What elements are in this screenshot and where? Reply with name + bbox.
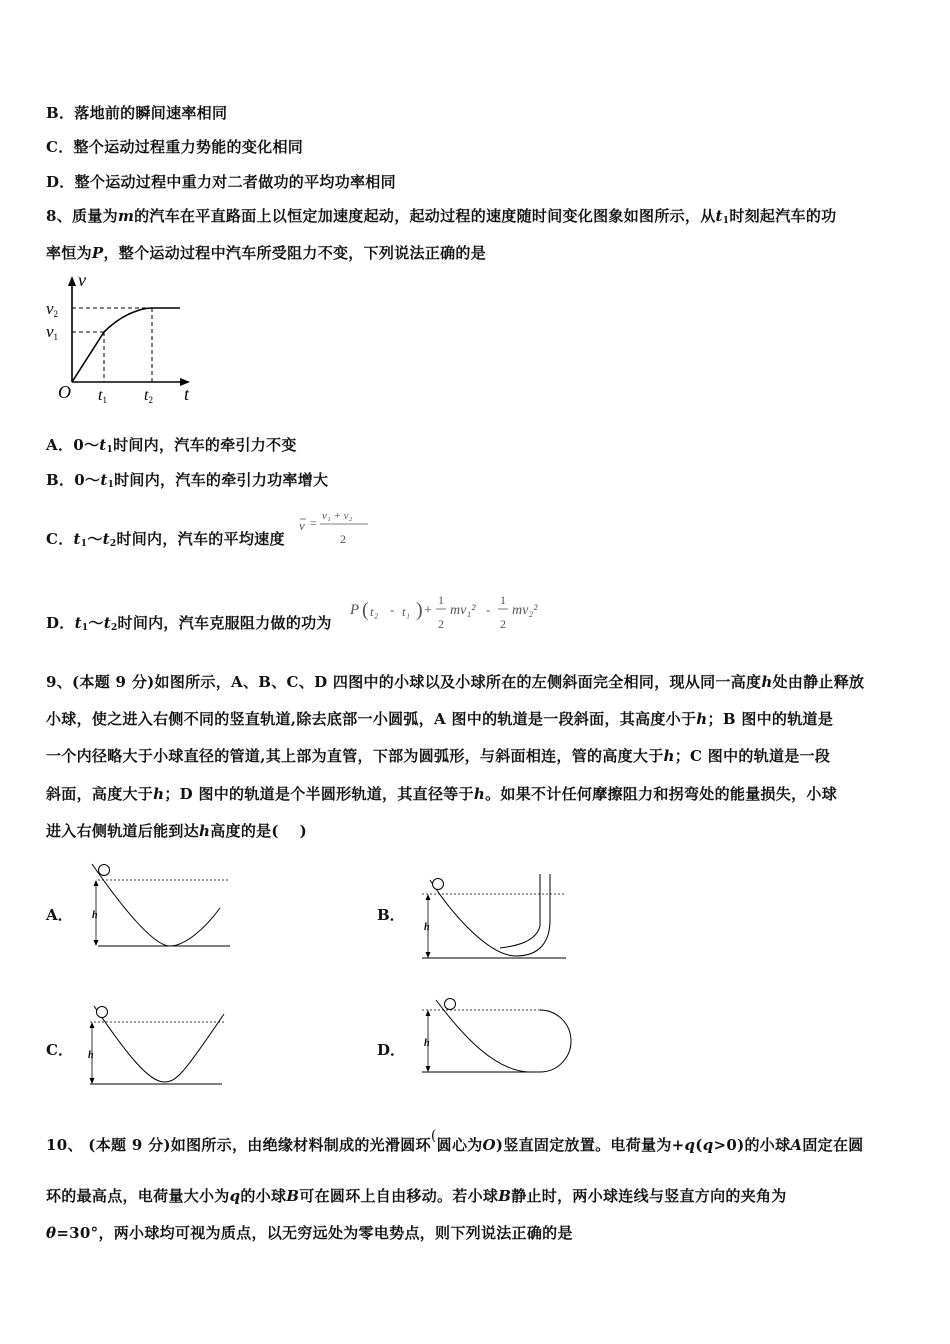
t2-label: t2 (144, 387, 153, 405)
ball-icon (99, 865, 110, 876)
svg-text:(: ( (362, 599, 369, 621)
q10-stem-line3: θ=30°，两小球均可视为质点，以无穷远处为零电势点，则下列说法正确的是 (46, 1224, 573, 1242)
velocity-time-graph (44, 270, 204, 408)
svg-text:mv₂²: mv₂² (512, 603, 538, 618)
q8-stem-line2: 率恒为P，整个运动过程中汽车所受阻力不变，下列说法正确的是 (46, 244, 487, 262)
svg-text:h: h (92, 910, 98, 921)
q9-label-a: A． (46, 906, 73, 924)
q9-stem-line1: 9、(本题 9 分)如图所示，A、B、C、D 四图中的小球以及小球所在的左侧斜面完全相同，现从同一高度h处由静止释放 (46, 673, 865, 691)
q7-option-c: C．整个运动过程重力势能的变化相同 (46, 138, 304, 156)
q7-option-b: B．落地前的瞬间速率相同 (46, 104, 228, 122)
svg-text:2: 2 (340, 532, 346, 546)
q9-figure-a (84, 860, 234, 952)
q9-stem-line2: 小球，使之进入右侧不同的竖直轨道,除去底部一小圆弧，A 图中的轨道是一段斜面，其高度小于h；B 图中的轨道是 (46, 710, 834, 728)
svg-text:t₁: t₁ (402, 604, 411, 619)
v1-label: v1 (46, 322, 59, 342)
svg-text:): ) (416, 599, 423, 621)
svg-text:2: 2 (500, 617, 506, 631)
q9-stem-line4: 斜面，高度大于h；D 图中的轨道是个半圆形轨道，其直径等于h。如果不计任何摩擦阻力和拐弯处的能量损失，小球 (46, 785, 837, 803)
q8-stem-line1: 8、质量为m的汽车在平直路面上以恒定加速度起动，起动过程的速度随时间变化图象如图所示，从$t_1$时刻起汽车的功 (46, 207, 837, 226)
svg-text:P: P (350, 602, 360, 618)
q9-figure-b (416, 870, 571, 962)
svg-text:t₂: t₂ (370, 604, 379, 619)
t-axis-label: t (184, 384, 190, 404)
t1-label: t1 (98, 387, 107, 405)
v-axis-arrow (68, 276, 76, 286)
q10-stem-line1: 10、 (本题 9 分)如图所示，由绝缘材料制成的光滑圆环(圆心为O)竖直固定放置。电荷量为+q(q>0)的小球A固定在圆 (46, 1128, 864, 1154)
q10-stem-line2: 环的最高点，电荷量大小为q的小球B可在圆环上自由移动。若小球B静止时，两小球连线与竖直方向的夹角为 (46, 1187, 787, 1205)
q8-option-d: D．$t_1\sim t_2$时间内，汽车克服阻力做的功为 (46, 614, 332, 633)
svg-text:2: 2 (438, 617, 444, 631)
formula-work-against-friction (348, 588, 548, 636)
svg-text:1: 1 (438, 593, 444, 607)
svg-text:h: h (424, 1038, 430, 1049)
svg-text:=: = (310, 516, 317, 530)
q8-option-c: C．$t_1\sim t_2$时间内，汽车的平均速度 (46, 530, 285, 549)
q9-stem-line5: 进入右侧轨道后能到达h高度的是( ) (46, 822, 308, 840)
q9-stem-line3: 一个内径略大于小球直径的管道,其上部为直管，下部为圆弧形，与斜面相连，管的高度大于h；C 图中的轨道是一段 (46, 747, 831, 765)
origin-label: O (58, 382, 71, 402)
q9-label-d: D． (377, 1041, 406, 1059)
svg-text:mv₁²: mv₁² (450, 603, 476, 618)
q9-figure-c (84, 1000, 234, 1090)
formula-average-velocity (296, 505, 376, 549)
svg-text:1: 1 (500, 593, 506, 607)
svg-text:-: - (390, 602, 395, 617)
q8-option-b: B．$0\sim t_1$时间内，汽车的牵引力功率增大 (46, 471, 329, 490)
svg-text:-: - (486, 602, 491, 617)
velocity-curve (72, 308, 180, 382)
q9-label-b: B． (377, 906, 405, 924)
q9-figure-d (416, 994, 584, 1078)
svg-text:h: h (424, 922, 430, 933)
v-axis-label: v (78, 270, 86, 290)
svg-text:v₁ + v₂: v₁ + v₂ (322, 510, 353, 522)
ball-icon (97, 1007, 108, 1018)
q7-option-d: D．整个运动过程中重力对二者做功的平均功率相同 (46, 173, 396, 191)
q8-option-a: A．$0\sim t_1$时间内，汽车的牵引力不变 (46, 436, 297, 455)
svg-text:h: h (88, 1050, 94, 1061)
svg-text:v: v (299, 518, 305, 533)
ball-icon (445, 999, 456, 1010)
svg-text:+: + (424, 603, 432, 618)
ball-icon (433, 879, 444, 890)
v2-label: v2 (46, 299, 59, 319)
q9-label-c: C． (46, 1041, 73, 1059)
